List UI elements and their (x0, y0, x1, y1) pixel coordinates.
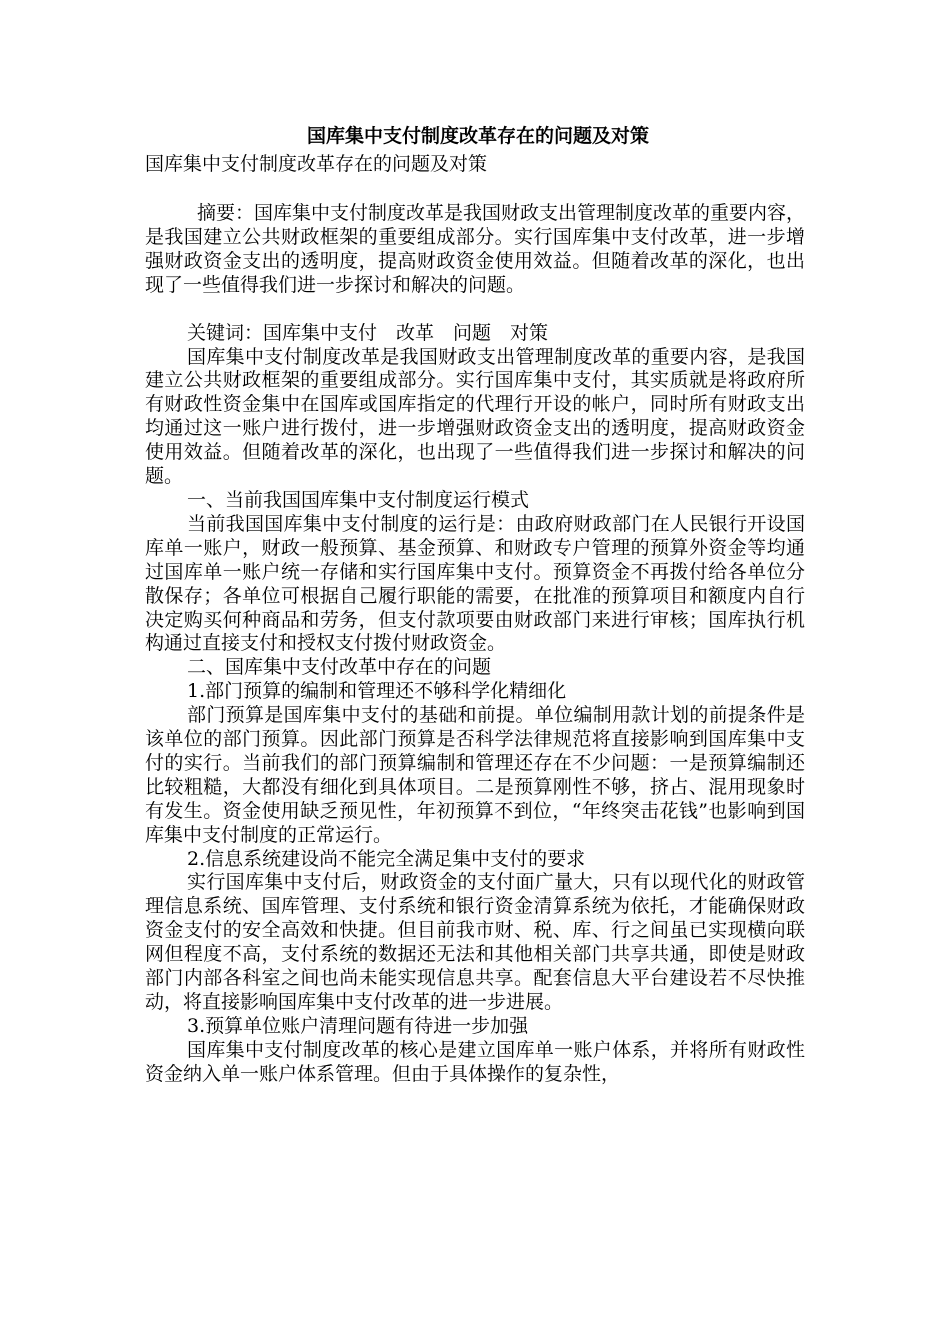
body-paragraph: 国库集中支付制度改革的核心是建立国库单一账户体系，并将所有财政性资金纳入单一账户体系管理。但由于具体操作的复杂性， (145, 1038, 805, 1085)
subsection-heading: 3.预算单位账户清理问题有待进一步加强 (187, 1014, 529, 1037)
keywords-line: 关键词：国库集中支付 改革 问题 对策 (187, 321, 549, 344)
document-subtitle: 国库集中支付制度改革存在的问题及对策 (145, 153, 488, 175)
abstract-paragraph: 摘要：国库集中支付制度改革是我国财政支出管理制度改革的重要内容，是我国建立公共财政框架的重要组成部分。实行国库集中支付改革，进一步增强财政资金支出的透明度，提高财政资金使用效益。但随着改革的深化，也出现了一些值得我们进一步探讨和解决的问题。 (145, 202, 806, 296)
subsection-heading: 2.信息系统建设尚不能完全满足集中支付的要求 (187, 847, 586, 870)
document-page (145, 122, 805, 1087)
section-heading: 二、国库集中支付改革中存在的问题 (187, 656, 492, 679)
subsection-heading: 1.部门预算的编制和管理还不够科学化精细化 (187, 680, 567, 703)
body-paragraph: 部门预算是国库集中支付的基础和前提。单位编制用款计划的前提条件是该单位的部门预算。因此部门预算是否科学法律规范将直接影响到国库集中支付的实行。当前我们的部门预算编制和管理还存在不少问题：一是预算编制还比较粗糙，大都没有细化到具体项目。二是预算刚性不够，挤占、混用现象时有发生。资金使用缺乏预见性，年初预算不到位，“年终突击花钱”也影响到国库集中支付制度的正常运行。 (145, 704, 805, 846)
blank-line (145, 178, 805, 202)
document-title: 国库集中支付制度改革存在的问题及对策 (306, 125, 649, 147)
body-paragraph: 当前我国国库集中支付制度的运行是：由政府财政部门在人民银行开设国库单一账户，财政一般预算、基金预算、和财政专户管理的预算外资金等均通过国库单一账户统一存储和实行国库集中支付。预算资金不再拨付给各单位分散保存；各单位可根据自己履行职能的需要，在批准的预算项目和额度内自行决定购买何种商品和劳务，但支付款项要由财政部门来进行审核；国库执行机构通过直接支付和授权支付拨付财政资金。 (145, 512, 805, 655)
section-heading: 一、当前我国国库集中支付制度运行模式 (187, 488, 530, 511)
blank-line (145, 298, 805, 322)
body-paragraph: 国库集中支付制度改革是我国财政支出管理制度改革的重要内容，是我国建立公共财政框架的重要组成部分。实行国库集中支付，其实质就是将政府所有财政性资金集中在国库或国库指定的代理行开设的帐户，同时所有财政支出均通过这一账户进行拨付，进一步增强财政资金支出的透明度，提高财政资金使用效益。但随着改革的深化，也出现了一些值得我们进一步探讨和解决的问题。 (145, 345, 805, 488)
body-paragraph: 实行国库集中支付后，财政资金的支付面广量大，只有以现代化的财政管理信息系统、国库管理、支付系统和银行资金清算系统为依托，才能确保财政资金支付的安全高效和快捷。但目前我市财、税、库、行之间虽已实现横向联网但程度不高，支付系统的数据还无法和其他相关部门共享共通，即使是财政部门内部各科室之间也尚未能实现信息共享。配套信息大平台建设若不尽快推动，将直接影响国库集中支付改革的进一步进展。 (145, 871, 805, 1013)
